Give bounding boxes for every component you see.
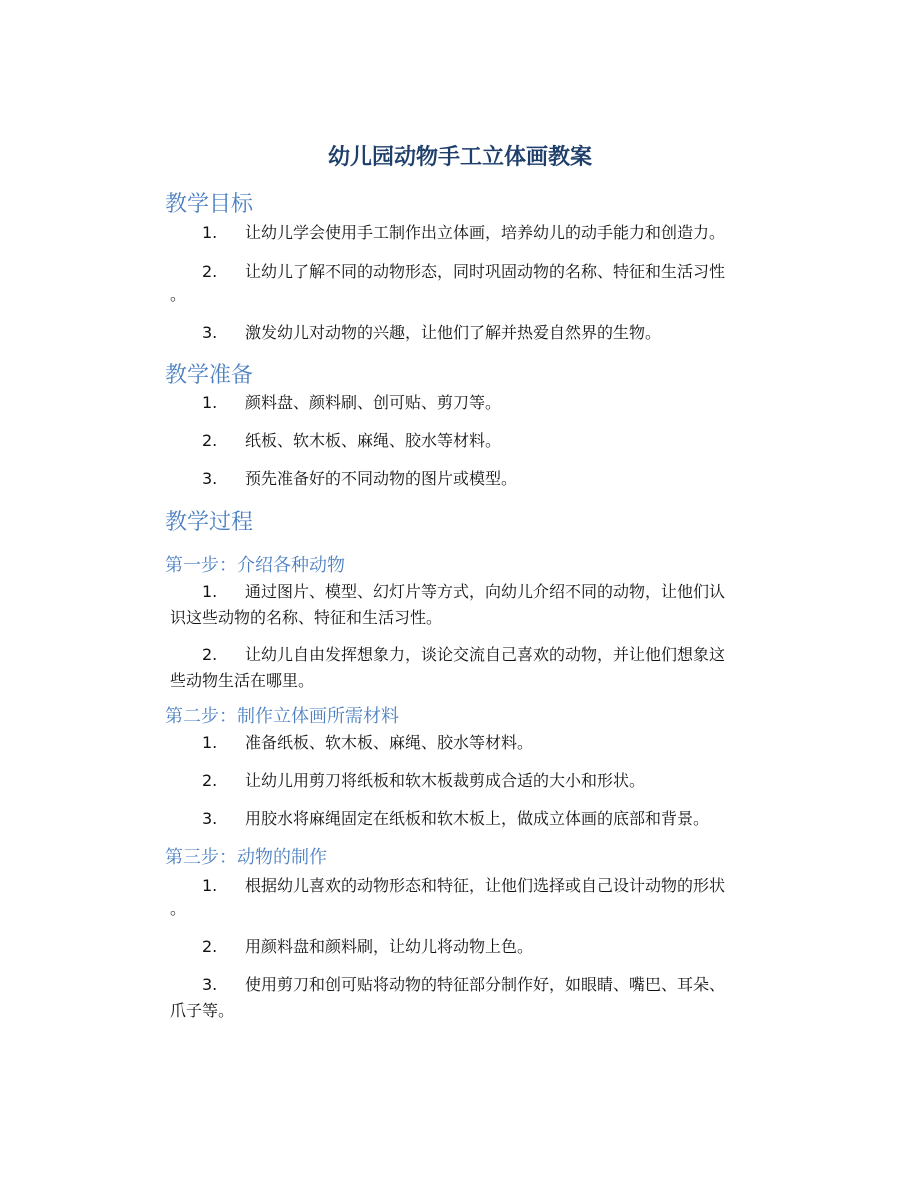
list-text: 用胶水将麻绳固定在纸板和软木板上，做成立体画的底部和背景。 bbox=[245, 809, 710, 828]
step-heading-1: 第一步：介绍各种动物 bbox=[165, 555, 345, 576]
step-heading-3: 第三步：动物的制作 bbox=[165, 847, 327, 868]
list-text: 根据幼儿喜欢的动物形态和特征，让他们选择或自己设计动物的形状 bbox=[245, 876, 726, 895]
list-item bbox=[165, 806, 790, 832]
list-number: 1. bbox=[202, 223, 218, 242]
list-item bbox=[165, 428, 790, 454]
list-text: 通过图片、模型、幻灯片等方式，向幼儿介绍不同的动物，让他们认 bbox=[245, 582, 726, 601]
list-item bbox=[165, 873, 790, 919]
list-item bbox=[165, 934, 790, 960]
list-text: 使用剪刀和创可贴将动物的特征部分制作好，如眼睛、嘴巴、耳朵、 bbox=[245, 975, 726, 994]
list-number: 1. bbox=[202, 582, 218, 601]
list-number: 2. bbox=[202, 771, 218, 790]
list-text-continued: 识这些动物的名称、特征和生活习性。 bbox=[170, 608, 443, 627]
list-text: 激发幼儿对动物的兴趣，让他们了解并热爱自然界的生物。 bbox=[245, 323, 662, 342]
list-text: 颜料盘、颜料刷、创可贴、剪刀等。 bbox=[245, 393, 502, 412]
list-item bbox=[165, 320, 790, 346]
list-item bbox=[165, 768, 790, 794]
list-number: 3. bbox=[202, 469, 218, 488]
list-item bbox=[165, 730, 790, 756]
list-item bbox=[165, 259, 790, 305]
list-text: 纸板、软木板、麻绳、胶水等材料。 bbox=[245, 431, 502, 450]
list-item bbox=[165, 220, 790, 246]
list-number: 1. bbox=[202, 876, 218, 895]
list-text-continued: 。 bbox=[170, 899, 187, 918]
section-heading-process: 教学过程 bbox=[165, 510, 254, 535]
list-number: 2. bbox=[202, 937, 218, 956]
list-text: 准备纸板、软木板、麻绳、胶水等材料。 bbox=[245, 733, 534, 752]
list-text: 让幼儿了解不同的动物形态，同时巩固动物的名称、特征和生活习性 bbox=[245, 262, 726, 281]
step-heading-2: 第二步：制作立体画所需材料 bbox=[165, 706, 399, 727]
list-item bbox=[165, 466, 790, 492]
list-number: 1. bbox=[202, 393, 218, 412]
list-text: 预先准备好的不同动物的图片或模型。 bbox=[245, 469, 518, 488]
list-text-continued: 些动物生活在哪里。 bbox=[170, 671, 315, 690]
list-item bbox=[165, 972, 790, 1024]
list-text: 让幼儿用剪刀将纸板和软木板裁剪成合适的大小和形状。 bbox=[245, 771, 646, 790]
list-number: 2. bbox=[202, 431, 218, 450]
list-number: 2. bbox=[202, 645, 218, 664]
list-number: 3. bbox=[202, 975, 218, 994]
list-text: 用颜料盘和颜料刷，让幼儿将动物上色。 bbox=[245, 937, 534, 956]
section-heading-objectives: 教学目标 bbox=[165, 192, 254, 217]
list-item bbox=[165, 390, 790, 416]
list-number: 3. bbox=[202, 323, 218, 342]
list-number: 3. bbox=[202, 809, 218, 828]
document-title: 幼儿园动物手工立体画教案 bbox=[327, 145, 592, 170]
list-text-continued: 。 bbox=[170, 285, 187, 304]
list-item bbox=[165, 642, 790, 694]
section-heading-preparation: 教学准备 bbox=[165, 363, 254, 388]
list-text: 让幼儿自由发挥想象力，谈论交流自己喜欢的动物，并让他们想象这 bbox=[245, 645, 726, 664]
list-text-continued: 爪子等。 bbox=[170, 1001, 235, 1020]
list-number: 2. bbox=[202, 262, 218, 281]
list-number: 1. bbox=[202, 733, 218, 752]
list-text: 让幼儿学会使用手工制作出立体画，培养幼儿的动手能力和创造力。 bbox=[245, 223, 726, 242]
list-item bbox=[165, 579, 790, 631]
